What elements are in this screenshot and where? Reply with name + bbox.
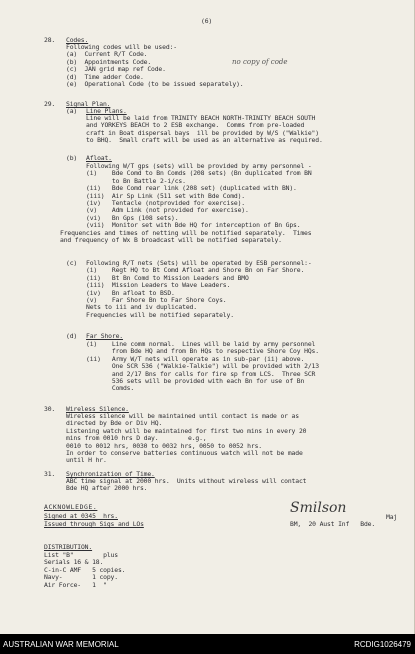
- section-28-title: Codes.: [66, 36, 89, 44]
- line: (d) Time adder Code.: [66, 72, 144, 81]
- archive-id: RCDIG1026479: [354, 640, 411, 649]
- distribution-title: DISTRIBUTION.: [44, 543, 93, 551]
- acknowledge-title: ACKNOWLEDGE.: [44, 503, 98, 511]
- archive-name: AUSTRALIAN WAR MEMORIAL: [3, 640, 119, 649]
- issued-through: Issued through Sigs and LOs: [44, 520, 144, 528]
- line: directed by Bde or Div HQ.: [66, 419, 163, 428]
- archive-footer: [0, 634, 415, 654]
- sub-b-title: Afloat.: [86, 154, 112, 162]
- line: Nets to iii and iv duplicated.: [86, 303, 197, 312]
- line: mins from 0010 hrs D day. e.g.,: [66, 434, 207, 443]
- line: from Bde HQ and from Bn HQs to respective Shore Coy HQs.: [86, 347, 319, 356]
- line: In order to conserve batteries continuous watch will not be made: [66, 449, 303, 458]
- sub-c-label: (c): [66, 259, 78, 267]
- handwritten-signature: Smilson: [290, 500, 347, 516]
- line: (a) Current R/T Code.: [66, 50, 148, 59]
- list-item: Serials 16 & 18.: [44, 558, 104, 567]
- distribution-list: [44, 552, 125, 589]
- section-28-number: 28.: [44, 36, 56, 44]
- line: Line will be laid from TRINITY BEACH NORTH-TRINITY BEACH SOUTH: [86, 114, 316, 122]
- section-29-number: 29.: [44, 100, 56, 108]
- line: One SCR 536 ("Walkie-Talkie") will be provided with 2/13: [86, 362, 319, 371]
- line: (iv) Tentacle (notprovided for exercise).: [86, 199, 245, 208]
- sub-c-body: [86, 260, 312, 319]
- line: and 2/17 Bns for calls for fire sp from LCS. Three SCR: [86, 369, 316, 378]
- line: ABC time signal at 2000 hrs. Units without wireless will contact: [66, 477, 307, 485]
- line: (iii) Air Sp Link (511 set with Bde Comd).: [86, 191, 245, 200]
- sub-a-body: [86, 115, 323, 145]
- signed-at: Signed at 0345 hrs.: [44, 512, 118, 520]
- line: (ii) Bt Bn Comd to Mission Leaders and BMO: [86, 273, 249, 282]
- list-item: C-in-C AMF 5 copies.: [44, 565, 126, 574]
- sub-d-body: [86, 341, 319, 393]
- sub-d-label: (d): [66, 332, 78, 340]
- line: until H hr.: [66, 456, 107, 465]
- sub-b-label: (b): [66, 154, 78, 162]
- section-28-body: [66, 44, 243, 88]
- list-item: List "B" plus: [44, 551, 118, 559]
- section-31-title: Synchronization of Time.: [66, 470, 155, 478]
- line: Wireless silence will be maintained until contact is made or as: [66, 412, 299, 420]
- line: (b) Appointments Code.: [66, 57, 152, 66]
- line: 0010 to 0012 hrs, 0030 to 0032 hrs, 0050 to 0052 hrs.: [66, 441, 262, 450]
- line: craft in Boat dispersal bays ill be provided by W/S ("Walkie"): [86, 128, 319, 137]
- section-31-body: [66, 478, 306, 493]
- line: Frequencies will be notified separately.: [86, 310, 234, 319]
- line: (vi) Bn Gps (108 sets).: [86, 213, 179, 222]
- list-item: Navy- 1 copy.: [44, 573, 118, 582]
- line: Bde HQ after 2000 hrs.: [66, 484, 148, 493]
- line: (ii) Bde Comd rear link (208 set) (duplicated with BN).: [86, 184, 297, 193]
- line: Comds.: [86, 384, 135, 393]
- page-number: (6): [201, 17, 213, 25]
- sub-d-title: Far Shore.: [86, 332, 123, 340]
- sub-b-footnote: [60, 230, 311, 245]
- line: and frequency of Wx B broadcast will be notified separately.: [60, 236, 282, 245]
- line: and YORKEYS BEACH to 2 ESB exchange. Comms from pre-loaded: [86, 121, 305, 130]
- line: (iii) Mission Leaders to Wave Leaders.: [86, 281, 231, 290]
- line: Frequencies and times of netting will be notified separately. Times: [60, 229, 312, 237]
- line: (ii) Army W/T nets will operate as in sub-par (ii) above.: [86, 354, 305, 363]
- section-29-title: Signal Plan.: [66, 100, 111, 108]
- signature-unit: BM, 20 Aust Inf Bde.: [290, 520, 376, 528]
- line: Listening watch will be maintained for first two mins in every 20: [66, 426, 307, 435]
- line: to BHQ. Small craft will be used as an alternative as required.: [86, 136, 323, 145]
- section-30-body: [66, 413, 306, 465]
- handwritten-note: no copy of code: [232, 58, 288, 66]
- line: to Bn Battle 2-i/cs.: [86, 176, 186, 185]
- line: 536 sets will be provided with each Bn for use of Bn: [86, 377, 305, 386]
- line: Following R/T nets (Sets) will be operated by ESB personnel:-: [86, 259, 312, 267]
- line: (v) Adm Link (not provided for exercise).: [86, 206, 249, 215]
- line: (iv) Bn afloat to BSD.: [86, 288, 175, 297]
- line: (e) Operational Code (to be issued separately).: [66, 80, 244, 89]
- section-30-title: Wireless Silence.: [66, 405, 129, 413]
- line: Following codes will be used:-: [66, 43, 177, 51]
- line: (c) JAN grid map ref Code.: [66, 65, 166, 74]
- list-item: Air Force- 1 ": [44, 580, 107, 589]
- line: (v) Far Shore Bn to Far Shore Coys.: [86, 296, 227, 305]
- signature-rank: Maj: [386, 513, 398, 521]
- line: (i) Line comm normal. Lines will be laid by army personnel: [86, 340, 316, 348]
- section-31-number: 31.: [44, 470, 56, 478]
- sub-a-title: Line Plans.: [86, 107, 127, 115]
- line: (vii) Monitor set with Bde HQ for interception of Bn Gps.: [86, 221, 301, 230]
- line: (i) Bde Comd to Bn Comds (208 sets) (Bn duplicated from BN: [86, 169, 312, 178]
- line: Following W/T gps (sets) will be provided by army personnel -: [86, 162, 312, 170]
- line: (i) Regt HQ to Bt Comd Afloat and Shore Bn on Far Shore.: [86, 266, 305, 275]
- section-30-number: 30.: [44, 405, 56, 413]
- sub-a-label: (a): [66, 107, 78, 115]
- sub-b-body: [86, 163, 312, 230]
